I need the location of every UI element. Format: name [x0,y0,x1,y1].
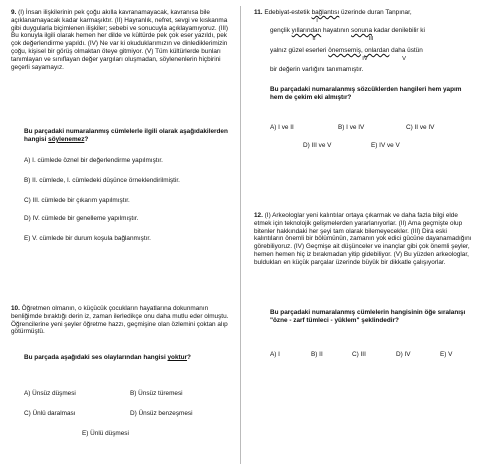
question-number: 9. [11,9,17,16]
option-e[interactable] [24,235,151,243]
option-d[interactable] [130,410,193,418]
prompt-emphasis: yoktur [167,354,188,361]
option-b[interactable] [130,390,183,398]
prompt-end: ? [187,354,191,361]
option-label: D) IV. cümlede bir genelleme yapılmıştır. [24,215,139,222]
option-c[interactable] [24,410,76,418]
option-d[interactable] [303,142,331,150]
line-3 [270,47,480,55]
option-a[interactable] [270,124,294,132]
question-10 [11,305,233,336]
text-segment: bir değerin varlığını tanımamıştır. [270,66,364,73]
text-segment: kadar denilebilir ki [372,27,425,34]
option-d[interactable] [396,351,411,359]
option-label: E) Ünlü düşmesi [82,430,129,437]
numbered-word-1: bağlantısı [311,9,340,16]
option-label: E) IV ve V [371,142,400,149]
column-divider [240,6,241,464]
option-e[interactable] [82,430,129,438]
prompt-text: Bu parçada aşağıdaki ses olaylarından hangisi [24,354,168,361]
option-label: C) III [352,351,366,358]
text-segment: daha üstün [389,47,423,54]
roman-numeral-5: V [402,56,406,62]
option-label: B) I ve IV [338,124,365,131]
question-11-prompt: Bu parçadaki numaralanmış sözcüklerden hangileri hem yapım hem de çekim eki almıştır? [270,86,462,101]
option-e[interactable] [440,351,452,359]
option-label: B) II. cümlede, I. cümledeki düşünce örneklendirilmiştir. [24,177,180,184]
option-label: C) II ve IV [406,124,435,131]
option-a[interactable] [270,351,280,359]
roman-numeral-4: IV [362,56,368,62]
numbered-word-4: önemsemiş [328,47,361,54]
text-segment: üzerinde duran Tanpınar, [339,9,412,16]
question-9-text: (I) İnsan ilişkilerinin pek çoğu akılla kavranamayacak, kavranısa bile açıklanamayacak kadar karmaşıktır. (II) Hayranlık, nefret, sevgi ve kıskanma gibi duygularla biçimlenen ilişkiler; sebebi ve sonucuyla açıklayamıyoruz. (III) Bu konuyla ilgili olarak hemen her dilde ve kültürde pek çok eser yazıldı, pek çok değerlendirme yapıldı. (IV) Ne var ki okuduklarımızın ve dinlediklerimizin çoğu, kişisel bir görüş olmaktan öteye gitmiyor. (V) Tüm kültürlerde bunları tanımlayan ve sınıflayan değer yargıları oluşmadan, söylenenlerin hiçbirini geçerli sayamayız. [11,9,229,71]
numbered-word-5: onlardan [364,47,390,54]
option-label: C) Ünlü daralması [24,410,76,417]
option-label: D) III ve V [303,142,332,149]
line-2 [270,27,480,35]
question-11 [254,9,476,17]
option-label: B) II [311,351,323,358]
line-1 [254,9,476,17]
question-number: 10. [11,305,20,312]
option-a[interactable] [24,157,163,165]
roman-numeral-3: III [368,36,374,42]
prompt-end: ? [84,135,89,143]
option-label: B) Ünsüz türemesi [130,390,183,397]
option-c[interactable] [352,351,366,359]
question-number: 12. [254,212,263,219]
option-c[interactable] [406,124,434,132]
option-label: A) I [270,351,280,358]
text-segment: Edebiyat-estetik [264,9,312,16]
question-9 [11,9,233,72]
text-segment: hayatının [321,27,352,34]
question-9-prompt [24,128,229,144]
option-b[interactable] [338,124,364,132]
option-b[interactable] [24,177,180,185]
roman-numeral-2: II [312,36,316,42]
option-label: A) I. cümlede öznel bir değerlendirme yapılmıştır. [24,157,163,164]
option-label: C) III. cümlede bir çıkarım yapılmıştır. [24,197,130,204]
text-segment: gençlik [270,27,292,34]
text-segment: yalnız güzel eserleri [270,47,329,54]
option-b[interactable] [311,351,323,359]
question-number: 11. [254,9,263,16]
question-10-text: Öğretmen olmanın, o küçücük çocukların hayatlarına dokunmanın benliğimde bıraktığı derin iz, zaman ilerledikçe onu daha mutlu eder olmuştu. Öğrencilerine yeni şeyler öğretme hazzı, geçmişine olan özlemini çoktan alıp götürmüştü. [11,305,229,336]
option-a[interactable] [24,390,76,398]
numbered-word-2: yıllarından [291,27,322,34]
prompt-text: Bu parçadaki numaralanmış cümlelerle ilgili olarak aşağıdakilerden hangisi [24,128,228,143]
option-c[interactable] [24,197,130,205]
question-12-prompt: Bu parçadaki numaralanmış cümlelerin hangisinin öğe sıralanışı "özne - zarf tümleci - yüklem" şeklindedir? [270,309,466,324]
prompt-emphasis: söylenemez [48,135,85,143]
question-9-stem [11,9,233,72]
option-label: A) I ve II [270,124,294,131]
question-10-prompt [24,354,229,362]
option-label: D) IV [396,351,411,358]
option-label: A) Ünsüz düşmesi [24,390,76,397]
numbered-word-3: sonuna [351,27,372,34]
text-segment: , [360,47,365,54]
option-e[interactable] [371,142,400,150]
roman-numeral-1: I [316,18,318,24]
option-label: D) Ünsüz benzeşmesi [130,410,193,417]
option-label: E) V. cümlede bir durum koşula bağlanmıştır. [24,235,151,242]
question-12-text: (I) Arkeologlar yeni kalıntılar ortaya çıkarmak ve daha fazla bilgi elde etmek için teknolojik gelişmelerden yararlanıyorlar. (II) Ama geçmişte olup bitenler hakkındaki her şeyi tam olarak bilemeyecekler. (III) Dira eski kalıntıların önemli bir bölümünün, zamanın yok edici gücüne dayanamadığını görebiliyoruz. (IV) Geçmişe ait düşünceler ve inançlar gibi çok önemli şeyler, hemen hemen hiç iz bırakmadan yitip gidebiliyor. (V) Bu yüzden arkeologlar, buldukları en küçük parçalar üzerinde büyük bir dikkatle çalışıyorlar. [254,212,472,266]
line-4 [270,66,480,74]
option-d[interactable] [24,215,139,223]
question-12 [254,212,476,267]
option-label: E) V [440,351,453,358]
